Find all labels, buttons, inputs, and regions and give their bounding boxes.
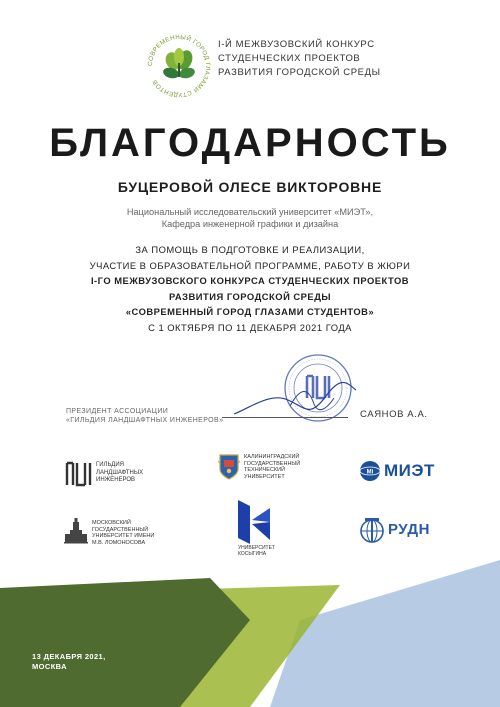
logo-text-line: ИНЖЕНЕРОВ — [96, 477, 136, 483]
rudn-logo-text: РУДН — [388, 521, 430, 538]
logo-text-line: М.В. ЛОМОНОСОВА — [92, 539, 146, 546]
contest-logo — [146, 33, 212, 99]
signatory-role-line: ПРЕЗИДЕНТ АССОЦИАЦИИ — [66, 408, 169, 415]
issue-city: МОСКВА — [32, 662, 67, 671]
contest-title-line: СТУДЕНЧЕСКИХ ПРОЕКТОВ — [218, 53, 361, 64]
contest-title — [218, 38, 418, 80]
kosygin-logo-text — [238, 545, 275, 557]
logo-text-line: ГИЛЬДИЯ — [96, 462, 125, 468]
kgtu-logo-text — [244, 454, 300, 480]
reason-text — [0, 242, 500, 336]
contest-title-line: РАЗВИТИЯ ГОРОДСКОЙ СРЕДЫ — [218, 67, 381, 78]
contest-title-line: I-Й МЕЖВУЗОВСКИЙ КОНКУРС — [218, 39, 375, 50]
affiliation-line: Кафедра инженерной графики и дизайна — [161, 219, 339, 229]
issue-date: 13 ДЕКАБРЯ 2021, — [32, 652, 106, 661]
logo-text-line: ГОСУДАРСТВЕННЫЙ — [92, 526, 149, 533]
logo-text-line: МОСКОВСКИЙ — [92, 520, 131, 526]
logo-text-line: ЛАНДШАФТНЫХ — [96, 469, 144, 476]
issue-info — [32, 652, 106, 672]
reason-line: ЗА ПОМОЩЬ В ПОДГОТОВКЕ И РЕАЛИЗАЦИИ, — [135, 244, 365, 255]
kgtu-crest-icon — [218, 451, 240, 481]
msu-building-icon — [64, 518, 88, 544]
signature-line — [222, 417, 348, 418]
logo-text-line: УНИВЕРСИТЕТ — [238, 545, 275, 551]
signatory-name: САЯНОВ А.А. — [360, 409, 428, 420]
reason-line: I-ГО МЕЖВУЗОВСКОГО КОНКУРСА СТУДЕНЧЕСКИХ ПРОЕКТОВ — [90, 275, 410, 287]
guild-logo-mark — [64, 459, 94, 489]
logo-text-line: КОСЫГИНА — [238, 551, 267, 557]
miet-logo-mark — [359, 460, 381, 482]
rudn-globe-icon — [359, 516, 385, 544]
svg-text:Mi: Mi — [366, 469, 374, 476]
logo-text-line: КАЛИНИНГРАДСКИЙ — [244, 454, 300, 460]
logo-text-line: ГОСУДАРСТВЕННЫЙ — [244, 460, 301, 467]
reason-line: «СОВРЕМЕННЫЙ ГОРОД ГЛАЗАМИ СТУДЕНТОВ» — [125, 306, 375, 318]
logo-text-line: ТЕХНИЧЕСКИЙ — [244, 467, 286, 473]
logo-text-line: УНИВЕРСИТЕТ ИМЕНИ — [92, 533, 155, 539]
msu-logo-text — [92, 520, 154, 546]
logo-text-line: УНИВЕРСИТЕТ — [244, 473, 285, 480]
kosygin-logo-mark — [236, 500, 272, 544]
signatory-role — [66, 408, 223, 425]
guild-logo-text — [96, 462, 143, 485]
recipient-name: БУЦЕРОВОЙ ОЛЕСЕ ВИКТОРОВНЕ — [117, 179, 383, 195]
logo-ring-text: СОВРЕМЕННЫЙ ГОРОД ГЛАЗАМИ СТУДЕНТОВ — [146, 33, 212, 99]
miet-logo-text: МИЭТ — [384, 461, 435, 480]
affiliation-line: Национальный исследовательский университет «МИЭТ», — [126, 207, 374, 217]
footer-decoration — [0, 560, 500, 707]
document-title: БЛАГОДАРНОСТЬ — [49, 121, 451, 165]
reason-line: РАЗВИТИЯ ГОРОДСКОЙ СРЕДЫ — [168, 290, 332, 302]
reason-line: С 1 ОКТЯБРЯ ПО 11 ДЕКАБРЯ 2021 ГОДА — [148, 321, 352, 333]
reason-line: УЧАСТИЕ В ОБРАЗОВАТЕЛЬНОЙ ПРОГРАММЕ, РАБОТУ В ЖЮРИ — [89, 259, 411, 271]
signatory-role-line: «ГИЛЬДИЯ ЛАНДШАФТНЫХ ИНЖЕНЕРОВ» — [66, 416, 224, 424]
